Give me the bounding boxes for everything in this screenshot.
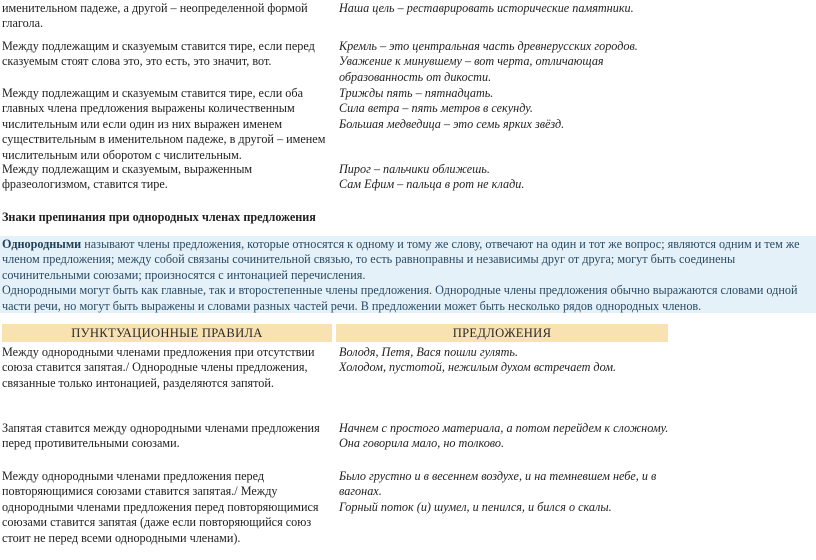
example-sentence: Начнем с простого материала, а потом перейдем к сложному. <box>339 421 669 435</box>
example-block <box>339 345 669 376</box>
example-block <box>339 421 669 452</box>
example-sentence: Трижды пять – пятнадцать. <box>339 86 494 100</box>
column-header-rules: ПУНКТУАЦИОННЫЕ ПРАВИЛА <box>2 324 332 342</box>
example-block <box>339 1 669 16</box>
example-sentence: Наша цель – реставрировать исторические памятники. <box>339 1 634 15</box>
definition-paragraph-2: Однородными могут быть как главные, так и второстепенные члены предложения. Однородные члены предложения обычно выражаются словами одной части речи, но могут быть выражены и словами разных частей речи. В предложении может быть несколько рядов однородных членов. <box>2 283 798 313</box>
rule-text: Между подлежащим и сказуемым ставится тире, если перед сказуемым стоят слова это, это есть, это значит, вот. <box>2 39 315 69</box>
definition-paragraph <box>2 237 814 283</box>
example-sentence: Сила ветра – пять метров в секунду. <box>339 101 533 116</box>
example-sentence: Уважение к минувшему – вот черта, отличающая образованность от дикости. <box>339 54 604 84</box>
example-block <box>339 86 669 132</box>
example-sentence: Горный поток (и) шумел, и пенился, и бился о скалы. <box>339 499 612 514</box>
definition-term: Однородными <box>2 237 82 251</box>
section-heading: Знаки препинания при однородных членах предложения <box>2 210 316 224</box>
rule-text: Между однородными членами предложения перед повторяющимися союзами ставится запятая./ Между однородными членами предложения перед повторяющимися союзами ставится запятая (даже если повторяющийся союз стоит не перед всеми однородными членами). <box>2 469 319 545</box>
rule-text: Между подлежащим и сказуемым ставится тире, если оба главных члена предложения выражены количественным числительным или если один из них выражен именем существительным в именительном падеже, в другой – именем числительным или оборотом с числительным. <box>2 86 326 162</box>
example-block <box>339 469 669 515</box>
example-sentence: Она говорила мало, но толково. <box>339 436 505 451</box>
example-block <box>339 162 669 193</box>
example-sentence: Сам Ефим – пальца в рот не клади. <box>339 177 525 192</box>
rule-text: Запятая ставится между однородными членами предложения перед противительными союзами. <box>2 421 320 451</box>
example-sentence: Кремль – это центральная часть древнерусских городов. <box>339 39 638 53</box>
rule-text: Между подлежащим и сказуемым, выраженным фразеологизмом, ставится тире. <box>2 162 253 192</box>
definition-text: называют члены предложения, которые относятся к одному и тому же слову, отвечают на один и тот же вопрос; являются одним и тем же членом предложения; между собой связаны сочинительной связью, то есть равноправны и независимы друг от друга; могут быть соединены сочинительными союзами; произносятся с интонацией перечисления. <box>2 237 800 282</box>
column-header-examples: ПРЕДЛОЖЕНИЯ <box>336 324 668 342</box>
example-sentence: Холодом, пустотой, нежилым духом встречает дом. <box>339 360 617 375</box>
definition-box <box>0 236 816 313</box>
rule-text: Между однородными членами предложения при отсутствии союза ставится запятая./ Однородные члены предложения, связанные только интонацией, разделяются запятой. <box>2 345 315 390</box>
example-sentence: Володя, Петя, Вася пошли гулять. <box>339 345 519 359</box>
example-block <box>339 39 669 85</box>
example-sentence: Пирог – пальчики оближешь. <box>339 162 490 176</box>
rule-text: именительном падеже, а другой – неопределенной формой глагола. <box>2 1 308 31</box>
example-sentence: Большая медведица – это семь ярких звёзд. <box>339 116 565 131</box>
example-sentence: Было грустно и в весеннем воздухе, и на темневшем небе, и в вагонах. <box>339 469 657 499</box>
